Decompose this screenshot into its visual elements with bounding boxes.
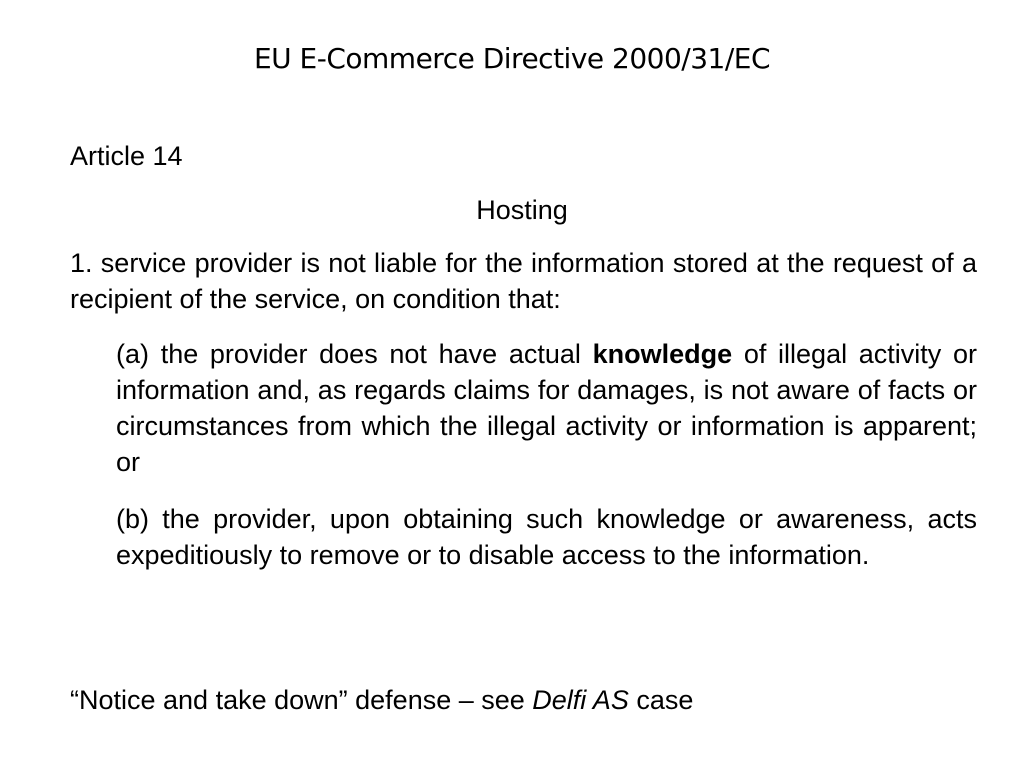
- paragraph-1: 1. service provider is not liable for the information stored at the request of a recipient of the service, on condition that:: [70, 248, 977, 314]
- item-b: (b) the provider, upon obtaining such knowledge or awareness, acts expeditiously to remove or to disable access to the information.: [116, 504, 977, 570]
- item-a-text-end: of illegal activity or information and, as regards claims for damages, is not aware of facts or circumstances from which the illegal activity or information is apparent; or: [116, 339, 977, 477]
- article-label: Article 14: [70, 141, 183, 171]
- notice-line: [70, 682, 693, 718]
- item-a-text-start: (a) the provider does not have actual: [116, 339, 593, 369]
- notice-text-start: “Notice and take down” defense – see: [70, 685, 533, 715]
- case-name: Delfi AS: [532, 685, 629, 715]
- section-heading: Hosting: [476, 195, 568, 225]
- item-a: [116, 336, 977, 480]
- item-a-emphasis: knowledge: [592, 339, 733, 369]
- notice-text-end: case: [628, 685, 694, 715]
- slide-title: EU E-Commerce Directive 2000/31/EC: [253, 42, 771, 75]
